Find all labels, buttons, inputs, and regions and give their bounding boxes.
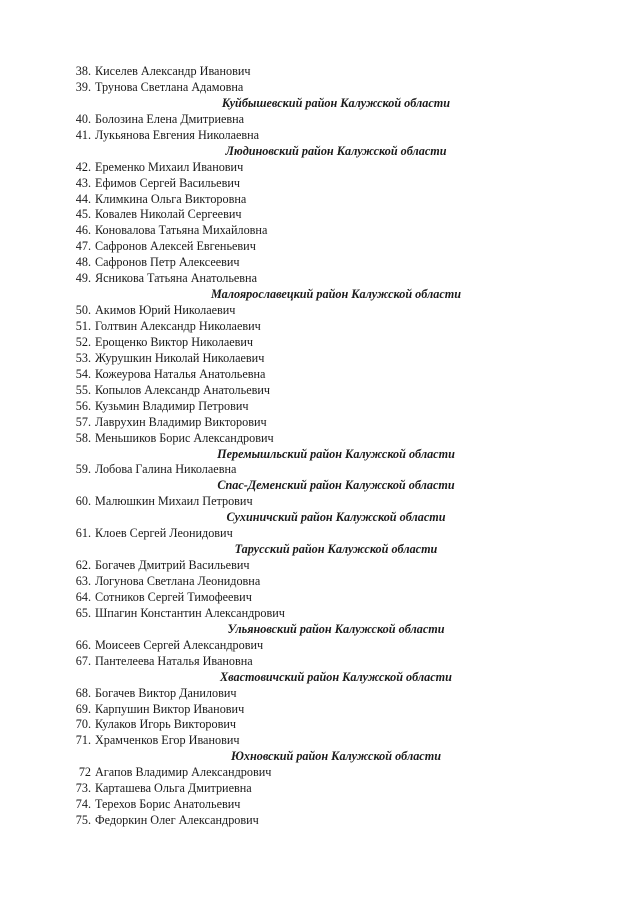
person-name: Храмченков Егор Иванович bbox=[95, 733, 240, 748]
list-item bbox=[0, 415, 640, 431]
person-name: Коновалова Татьяна Михайловна bbox=[95, 223, 268, 238]
person-name: Ясникова Татьяна Анатольевна bbox=[95, 271, 257, 286]
list-item bbox=[0, 797, 640, 813]
list-item bbox=[0, 128, 640, 144]
person-name: Шпагин Константин Александрович bbox=[95, 605, 285, 620]
person-name: Меньшиков Борис Александрович bbox=[95, 430, 274, 445]
list-item bbox=[0, 526, 640, 542]
list-item bbox=[0, 686, 640, 702]
person-name: Голтвин Александр Николаевич bbox=[95, 319, 261, 333]
person-name: Сафронов Алексей Евгеньевич bbox=[95, 239, 256, 254]
person-name: Сотников Сергей Тимофеевич bbox=[95, 589, 252, 604]
item-number: 62. bbox=[75, 558, 91, 573]
person-name: Богачев Дмитрий Васильевич bbox=[95, 558, 250, 573]
list-item bbox=[0, 431, 640, 447]
district-header: Ульяновский район Калужской области bbox=[227, 621, 445, 636]
person-name: Акимов Юрий Николаевич bbox=[95, 303, 236, 318]
list-item bbox=[0, 335, 640, 351]
item-number: 46. bbox=[75, 223, 91, 238]
item-number: 58. bbox=[75, 430, 91, 445]
item-number: 72 bbox=[78, 765, 91, 780]
item-number: 59. bbox=[75, 462, 91, 477]
district-header: Спас-Деменский район Калужской области bbox=[217, 478, 455, 493]
person-name: Ерощенко Виктор Николаевич bbox=[95, 334, 254, 349]
person-name: Малюшкин Михаил Петрович bbox=[95, 494, 253, 509]
list-item bbox=[0, 255, 640, 271]
item-number: 45. bbox=[75, 207, 91, 222]
item-number: 53. bbox=[75, 350, 91, 365]
list-item bbox=[0, 558, 640, 574]
item-number: 55. bbox=[75, 382, 91, 397]
list-item bbox=[0, 367, 640, 383]
item-number: 67. bbox=[75, 653, 91, 668]
list-item bbox=[0, 303, 640, 319]
item-number: 50. bbox=[75, 303, 91, 318]
person-name: Трунова Светлана Адамовна bbox=[95, 79, 244, 94]
person-name: Журушкин Николай Николаевич bbox=[95, 350, 265, 365]
person-name: Сафронов Петр Алексеевич bbox=[95, 255, 240, 270]
item-number: 40. bbox=[75, 111, 91, 126]
person-name: Киселев Александр Иванович bbox=[95, 64, 251, 78]
list-item bbox=[0, 399, 640, 415]
item-number: 42. bbox=[75, 159, 91, 174]
list-item bbox=[0, 64, 640, 80]
item-number: 60. bbox=[75, 494, 91, 509]
person-name: Логунова Светлана Леонидовна bbox=[95, 574, 261, 588]
item-number: 66. bbox=[75, 637, 91, 652]
list-item bbox=[0, 223, 640, 239]
list-item bbox=[0, 654, 640, 670]
item-number: 51. bbox=[75, 319, 91, 333]
list-item bbox=[0, 192, 640, 208]
person-name: Лаврухин Владимир Викторович bbox=[95, 414, 267, 429]
list-item bbox=[0, 638, 640, 654]
person-name: Агапов Владимир Александрович bbox=[95, 765, 272, 780]
list-item bbox=[0, 271, 640, 287]
list-item bbox=[0, 702, 640, 718]
item-number: 44. bbox=[75, 191, 91, 206]
person-name: Кулаков Игорь Викторович bbox=[95, 717, 237, 732]
list-item bbox=[0, 160, 640, 176]
item-number: 71. bbox=[75, 733, 91, 748]
item-number: 73. bbox=[75, 781, 91, 796]
item-number: 39. bbox=[75, 79, 91, 94]
person-name: Моисеев Сергей Александрович bbox=[95, 637, 264, 652]
district-header: Перемышльский район Калужской области bbox=[217, 446, 455, 461]
item-number: 49. bbox=[75, 271, 91, 286]
list-item bbox=[0, 574, 640, 590]
item-number: 69. bbox=[75, 701, 91, 716]
list-item bbox=[0, 112, 640, 128]
item-number: 68. bbox=[75, 685, 91, 700]
district-header: Сухиничский район Калужской области bbox=[226, 510, 446, 525]
list-item bbox=[0, 80, 640, 96]
document-page bbox=[0, 64, 640, 829]
person-name: Еременко Михаил Иванович bbox=[95, 159, 244, 174]
person-name: Карпушин Виктор Иванович bbox=[95, 701, 245, 716]
item-number: 43. bbox=[75, 175, 91, 190]
item-number: 38. bbox=[75, 64, 91, 78]
list-item bbox=[0, 462, 640, 478]
person-name: Пантелеева Наталья Ивановна bbox=[95, 653, 253, 668]
person-name: Клоев Сергей Леонидович bbox=[95, 526, 233, 541]
person-name: Кожеурова Наталья Анатольевна bbox=[95, 366, 266, 381]
list-item bbox=[0, 176, 640, 192]
list-item bbox=[0, 781, 640, 797]
person-name: Ефимов Сергей Васильевич bbox=[95, 175, 240, 190]
list-item bbox=[0, 717, 640, 733]
district-header: Юхновский район Калужской области bbox=[231, 749, 441, 764]
item-number: 56. bbox=[75, 398, 91, 413]
item-number: 74. bbox=[75, 797, 91, 812]
person-name: Лукьянова Евгения Николаевна bbox=[95, 127, 260, 142]
item-number: 64. bbox=[75, 589, 91, 604]
item-number: 65. bbox=[75, 605, 91, 620]
person-name: Копылов Александр Анатольевич bbox=[95, 382, 271, 397]
item-number: 47. bbox=[75, 239, 91, 254]
item-number: 63. bbox=[75, 574, 91, 588]
person-name: Богачев Виктор Данилович bbox=[95, 685, 237, 700]
district-header: Тарусский район Калужской области bbox=[234, 542, 438, 557]
list-item bbox=[0, 239, 640, 255]
item-number: 61. bbox=[75, 526, 91, 541]
person-name: Климкина Ольга Викторовна bbox=[95, 191, 247, 206]
item-number: 75. bbox=[75, 813, 91, 828]
list-item bbox=[0, 733, 640, 749]
person-name: Кузьмин Владимир Петрович bbox=[95, 398, 249, 413]
person-name: Ковалев Николай Сергеевич bbox=[95, 207, 242, 222]
item-number: 70. bbox=[75, 717, 91, 732]
list-item bbox=[0, 383, 640, 399]
list-item bbox=[0, 813, 640, 829]
person-name: Терехов Борис Анатольевич bbox=[95, 797, 241, 812]
person-name: Болозина Елена Дмитриевна bbox=[95, 111, 245, 126]
list-item bbox=[0, 351, 640, 367]
person-name: Лобова Галина Николаевна bbox=[95, 462, 237, 477]
district-header: Людиновский район Калужской области bbox=[225, 143, 447, 158]
list-item bbox=[0, 590, 640, 606]
item-number: 57. bbox=[75, 414, 91, 429]
person-name: Федоркин Олег Александрович bbox=[95, 813, 259, 828]
list-item bbox=[0, 207, 640, 223]
item-number: 41. bbox=[75, 127, 91, 142]
item-number: 54. bbox=[75, 366, 91, 381]
list-item bbox=[0, 606, 640, 622]
district-header: Хвастовичский район Калужской области bbox=[220, 669, 452, 684]
list-item bbox=[0, 494, 640, 510]
item-number: 48. bbox=[75, 255, 91, 270]
item-number: 52. bbox=[75, 334, 91, 349]
district-header: Куйбышевский район Калужской области bbox=[221, 95, 451, 110]
list-item bbox=[0, 765, 640, 781]
person-name: Карташева Ольга Дмитриевна bbox=[95, 781, 252, 796]
district-header: Малоярославецкий район Калужской области bbox=[210, 287, 462, 302]
list-item bbox=[0, 319, 640, 335]
